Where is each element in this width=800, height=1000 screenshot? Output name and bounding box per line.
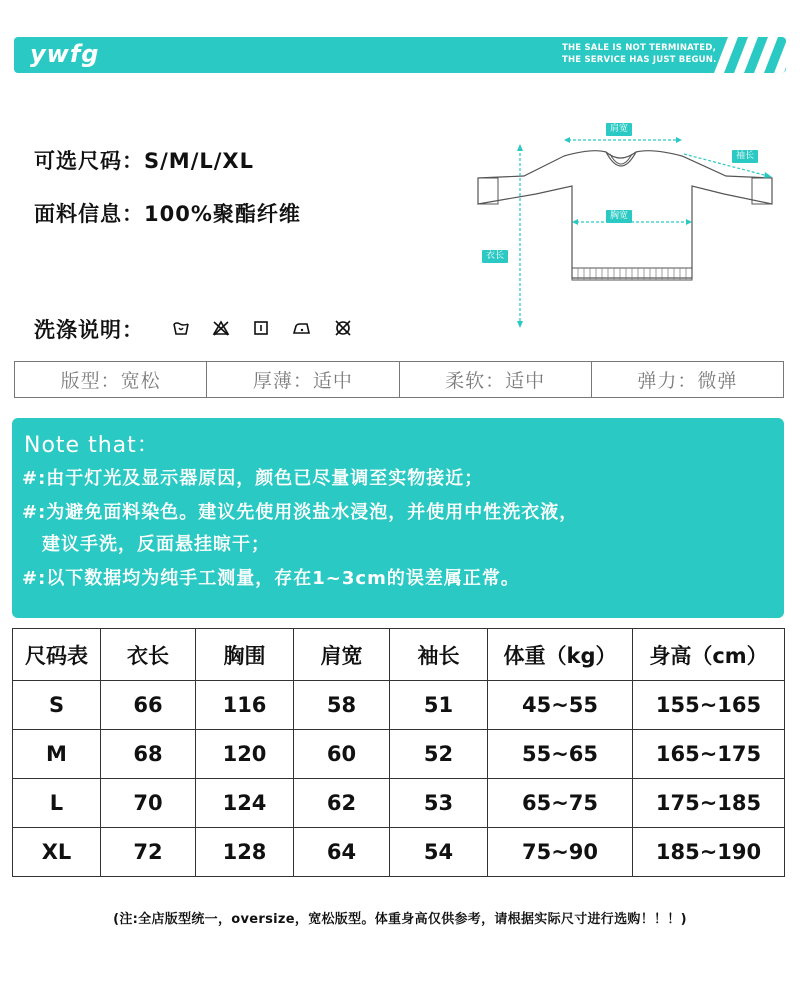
header-cell: 肩宽 — [294, 629, 390, 681]
header-cell: 体重（kg） — [488, 629, 633, 681]
note-line-4: #:以下数据均为纯手工测量，存在1~3cm的误差属正常。 — [22, 568, 520, 589]
table-cell: 128 — [196, 828, 294, 877]
prop-fit: 版型：宽松 — [15, 362, 207, 397]
table-cell: 124 — [196, 779, 294, 828]
chest-label: 胸宽 — [606, 210, 632, 223]
note-box — [12, 418, 784, 618]
sweater-diagram — [472, 118, 784, 334]
note-line-2: #:为避免面料染色。建议先使用淡盐水浸泡，并使用中性洗衣液， — [22, 502, 579, 523]
header-cell: 尺码表 — [13, 629, 101, 681]
slogan-line-1: THE SALE IS NOT TERMINATED, — [562, 43, 716, 53]
table-row — [13, 779, 785, 828]
table-cell: 72 — [101, 828, 196, 877]
fabric-info: 面料信息：100%聚酯纤维 — [34, 202, 301, 226]
table-cell: 53 — [390, 779, 488, 828]
note-line-3: 建议手洗，反面悬挂晾干； — [42, 534, 270, 555]
brand-logo: ywfg — [30, 40, 100, 68]
header-cell: 身高（cm） — [633, 629, 785, 681]
property-bar — [14, 361, 784, 398]
header-cell: 胸围 — [196, 629, 294, 681]
length-label: 衣长 — [482, 250, 508, 263]
table-cell: 45~55 — [488, 681, 633, 730]
table-cell: 64 — [294, 828, 390, 877]
table-cell: 68 — [101, 730, 196, 779]
table-cell: XL — [13, 828, 101, 877]
wash-label: 洗涤说明： — [34, 318, 144, 342]
table-cell: 60 — [294, 730, 390, 779]
table-cell: 65~75 — [488, 779, 633, 828]
table-cell: 155~165 — [633, 681, 785, 730]
table-cell: 62 — [294, 779, 390, 828]
header-cell: 衣长 — [101, 629, 196, 681]
stripes-decoration — [696, 37, 786, 73]
table-cell: 66 — [101, 681, 196, 730]
iron-icon — [292, 320, 312, 336]
header-cell: 袖长 — [390, 629, 488, 681]
table-cell: 54 — [390, 828, 488, 877]
table-cell: S — [13, 681, 101, 730]
shoulder-label: 肩宽 — [606, 123, 632, 136]
footnote: (注:全店版型统一，oversize，宽松版型。体重身高仅供参考，请根据实际尺寸进行选购！！！) — [113, 912, 687, 927]
table-cell: 116 — [196, 681, 294, 730]
note-line-1: #:由于灯光及显示器原因，颜色已尽量调至实物接近； — [22, 468, 484, 489]
hand-wash-icon — [172, 320, 190, 336]
table-cell: 52 — [390, 730, 488, 779]
table-row — [13, 730, 785, 779]
no-dry-clean-icon — [334, 320, 352, 336]
prop-elasticity: 弹力：微弹 — [637, 370, 738, 392]
slogan-line-2: THE SERVICE HAS JUST BEGUN. — [562, 55, 717, 65]
table-cell: 51 — [390, 681, 488, 730]
prop-thickness: 厚薄：适中 — [207, 362, 399, 397]
table-cell: L — [13, 779, 101, 828]
table-cell: 70 — [101, 779, 196, 828]
slogan — [562, 42, 717, 66]
table-cell: 55~65 — [488, 730, 633, 779]
table-cell: M — [13, 730, 101, 779]
table-cell: 58 — [294, 681, 390, 730]
table-cell: 175~185 — [633, 779, 785, 828]
table-row — [13, 828, 785, 877]
table-cell: 165~175 — [633, 730, 785, 779]
prop-softness: 柔软：适中 — [400, 362, 592, 397]
sleeve-label: 袖长 — [732, 150, 758, 163]
size-table — [12, 628, 785, 877]
note-title: Note that： — [24, 433, 160, 458]
no-bleach-icon — [212, 320, 230, 336]
table-cell: 120 — [196, 730, 294, 779]
table-row — [13, 681, 785, 730]
table-cell: 185~190 — [633, 828, 785, 877]
table-cell: 75~90 — [488, 828, 633, 877]
wash-icons — [172, 320, 352, 336]
tumble-dry-icon — [252, 320, 270, 336]
size-options: 可选尺码：S/M/L/XL — [34, 149, 254, 173]
header-banner — [14, 37, 786, 73]
table-header-row — [13, 629, 785, 681]
